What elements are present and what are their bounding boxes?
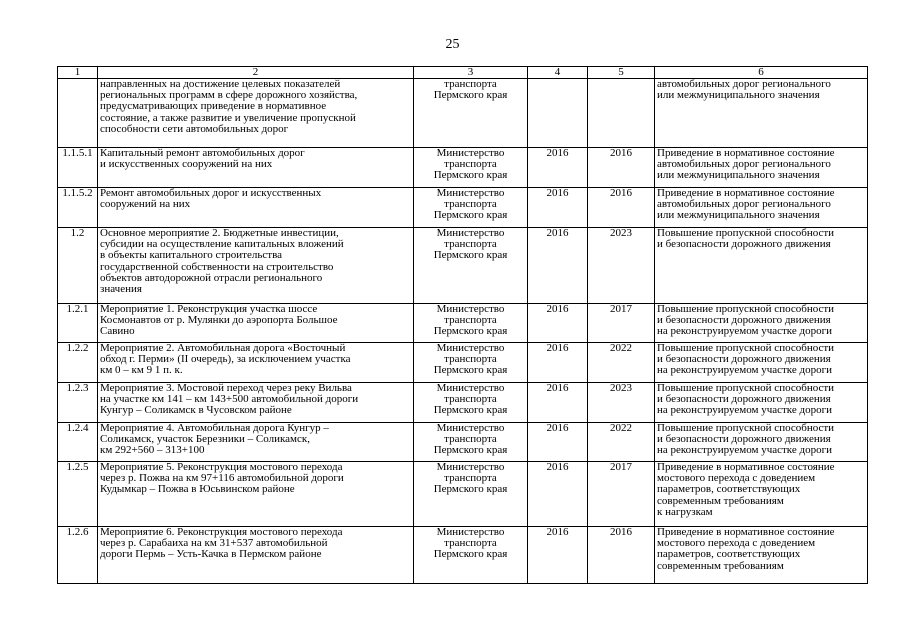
cell-executor <box>414 79 528 148</box>
cell-start-year <box>528 148 588 188</box>
end-year-text: 2022 <box>610 422 632 434</box>
executor-text: Министерство транспорта Пермского края <box>433 147 508 182</box>
expected-result-text: Приведение в нормативное состояние мостового перехода с доведением параметров, соответствующих современным требованиям к нагрузкам <box>657 461 835 518</box>
measure-description-text: Мероприятие 4. Автомобильная дорога Кунгур – Соликамск, участок Березники – Соликамск, км 292+560 – 313+100 <box>100 422 329 457</box>
table-row <box>58 423 868 462</box>
measure-description-text: Мероприятие 5. Реконструкция мостового перехода через р. Пожва на км 97+116 автомобильной дороги Кудымкар – Пожва в Юсьвинском районе <box>100 461 344 496</box>
cell-end-year <box>588 79 655 148</box>
start-year-text: 2016 <box>546 187 569 199</box>
cell-expected-result <box>655 148 868 188</box>
table-row <box>58 527 868 584</box>
row-number-text: 1.2.5 <box>66 461 89 473</box>
cell-row-number <box>58 462 98 527</box>
table-row <box>58 304 868 343</box>
cell-end-year <box>588 383 655 423</box>
table-header-row <box>58 67 868 79</box>
cell-end-year <box>588 304 655 343</box>
table-row <box>58 383 868 423</box>
expected-result-text: Приведение в нормативное состояние автомобильных дорог регионального или межмуниципального значения <box>657 147 835 182</box>
measure-description-text: Ремонт автомобильных дорог и искусственных сооружений на них <box>100 187 322 211</box>
table-row <box>58 228 868 304</box>
header-col-4: 4 <box>528 67 588 79</box>
cell-measure-description <box>98 343 414 383</box>
cell-start-year <box>528 383 588 423</box>
measure-description-text: Капитальный ремонт автомобильных дорог и искусственных сооружений на них <box>100 147 305 171</box>
end-year-text: 2016 <box>610 147 632 159</box>
cell-row-number <box>58 527 98 584</box>
end-year-text: 2017 <box>610 303 632 315</box>
executor-text: Министерство транспорта Пермского края <box>433 227 508 262</box>
row-number-text: 1.1.5.2 <box>62 187 93 199</box>
start-year-text: 2016 <box>546 147 569 159</box>
measure-description-text: направленных на достижение целевых показателей региональных программ в сфере дорожного хозяйства, предусматривающих приведение в нормативное состояние, а также развитие и увеличение пропускной способности сети автомобильных дорог <box>100 78 358 135</box>
executor-text: Министерство транспорта Пермского края <box>433 187 508 222</box>
cell-row-number <box>58 228 98 304</box>
header-col-6: 6 <box>655 67 868 79</box>
cell-start-year <box>528 527 588 584</box>
cell-row-number <box>58 343 98 383</box>
cell-executor <box>414 343 528 383</box>
header-col-5: 5 <box>588 67 655 79</box>
end-year-text: 2016 <box>610 187 632 199</box>
header-col-1: 1 <box>58 67 98 79</box>
cell-expected-result <box>655 79 868 148</box>
table-row <box>58 79 868 148</box>
end-year-text: 2016 <box>610 526 632 538</box>
cell-expected-result <box>655 527 868 584</box>
cell-executor <box>414 462 528 527</box>
executor-text: Министерство транспорта Пермского края <box>433 461 508 496</box>
executor-text: транспорта Пермского края <box>433 78 508 102</box>
cell-measure-description <box>98 228 414 304</box>
cell-start-year <box>528 304 588 343</box>
executor-text: Министерство транспорта Пермского края <box>433 526 508 561</box>
executor-text: Министерство транспорта Пермского края <box>433 303 508 338</box>
cell-expected-result <box>655 228 868 304</box>
header-col-3: 3 <box>414 67 528 79</box>
expected-result-text: Приведение в нормативное состояние автомобильных дорог регионального или межмуниципального значения <box>657 187 835 222</box>
start-year-text: 2016 <box>546 422 569 434</box>
cell-executor <box>414 228 528 304</box>
start-year-text: 2016 <box>546 382 569 394</box>
end-year-text: 2023 <box>610 227 632 239</box>
cell-executor <box>414 148 528 188</box>
executor-text: Министерство транспорта Пермского края <box>433 422 508 457</box>
cell-executor <box>414 188 528 228</box>
cell-measure-description <box>98 527 414 584</box>
cell-expected-result <box>655 343 868 383</box>
row-number-text: 1.2 <box>70 227 85 239</box>
expected-result-text: Повышение пропускной способности и безопасности дорожного движения на реконструируемом участке дороги <box>657 342 835 377</box>
table-row <box>58 343 868 383</box>
end-year-text: 2023 <box>610 382 632 394</box>
row-number-text: 1.2.2 <box>66 342 89 354</box>
cell-expected-result <box>655 462 868 527</box>
cell-expected-result <box>655 304 868 343</box>
cell-row-number <box>58 188 98 228</box>
measures-table <box>57 66 868 584</box>
expected-result-text: Повышение пропускной способности и безопасности дорожного движения на реконструируемом участке дороги <box>657 422 835 457</box>
start-year-text: 2016 <box>546 342 569 354</box>
cell-end-year <box>588 188 655 228</box>
cell-start-year <box>528 79 588 148</box>
cell-measure-description <box>98 188 414 228</box>
table-row <box>58 462 868 527</box>
cell-end-year <box>588 148 655 188</box>
measure-description-text: Основное мероприятие 2. Бюджетные инвестиции, субсидии на осуществление капитальных вложений в объекты капитального строительства государственной собственности на строительство объектов автодорожной отрасли регионального значения <box>100 227 344 296</box>
cell-measure-description <box>98 304 414 343</box>
cell-end-year <box>588 228 655 304</box>
cell-start-year <box>528 228 588 304</box>
start-year-text: 2016 <box>546 461 569 473</box>
cell-expected-result <box>655 188 868 228</box>
cell-end-year <box>588 343 655 383</box>
row-number-text: 1.2.4 <box>66 422 89 434</box>
start-year-text: 2016 <box>546 526 569 538</box>
cell-expected-result <box>655 383 868 423</box>
cell-measure-description <box>98 423 414 462</box>
row-number-text: 1.2.6 <box>66 526 89 538</box>
expected-result-text: Повышение пропускной способности и безопасности дорожного движения на реконструируемом участке дороги <box>657 382 835 417</box>
cell-start-year <box>528 423 588 462</box>
executor-text: Министерство транспорта Пермского края <box>433 382 508 417</box>
cell-executor <box>414 304 528 343</box>
cell-measure-description <box>98 462 414 527</box>
page-number: 25 <box>445 37 460 52</box>
expected-result-text: Повышение пропускной способности и безопасности дорожного движения на реконструируемом участке дороги <box>657 303 835 338</box>
header-col-2: 2 <box>98 67 414 79</box>
cell-expected-result <box>655 423 868 462</box>
cell-end-year <box>588 423 655 462</box>
cell-row-number <box>58 304 98 343</box>
table-row <box>58 188 868 228</box>
cell-executor <box>414 527 528 584</box>
row-number-text: 1.2.1 <box>66 303 89 315</box>
table-row <box>58 148 868 188</box>
cell-measure-description <box>98 148 414 188</box>
measure-description-text: Мероприятие 6. Реконструкция мостового перехода через р. Сарабаиха на км 31+537 автомобильной дороги Пермь – Усть-Качка в Пермском районе <box>100 526 343 561</box>
cell-row-number <box>58 423 98 462</box>
start-year-text: 2016 <box>546 303 569 315</box>
cell-start-year <box>528 188 588 228</box>
cell-executor <box>414 423 528 462</box>
expected-result-text: автомобильных дорог регионального или межмуниципального значения <box>657 78 831 102</box>
end-year-text: 2017 <box>610 461 632 473</box>
cell-start-year <box>528 343 588 383</box>
cell-end-year <box>588 527 655 584</box>
cell-start-year <box>528 462 588 527</box>
row-number-text: 1.1.5.1 <box>62 147 93 159</box>
measure-description-text: Мероприятие 3. Мостовой переход через реку Вильва на участке км 141 – км 143+500 автомобильной дороги Кунгур – Соликамск в Чусовском районе <box>100 382 359 417</box>
cell-row-number <box>58 383 98 423</box>
cell-row-number <box>58 79 98 148</box>
expected-result-text: Повышение пропускной способности и безопасности дорожного движения <box>657 227 835 251</box>
measure-description-text: Мероприятие 1. Реконструкция участка шоссе Космонавтов от р. Мулянки до аэропорта Большое Савино <box>100 303 338 338</box>
cell-row-number <box>58 148 98 188</box>
cell-end-year <box>588 462 655 527</box>
end-year-text: 2022 <box>610 342 632 354</box>
executor-text: Министерство транспорта Пермского края <box>433 342 508 377</box>
cell-measure-description <box>98 383 414 423</box>
start-year-text: 2016 <box>546 227 569 239</box>
expected-result-text: Приведение в нормативное состояние мостового перехода с доведением параметров, соответствующих современным требованиям <box>657 526 835 572</box>
measure-description-text: Мероприятие 2. Автомобильная дорога «Восточный обход г. Перми» (II очередь), за исключением участка км 0 – км 9 1 п. к. <box>100 342 351 377</box>
cell-measure-description <box>98 79 414 148</box>
cell-executor <box>414 383 528 423</box>
row-number-text: 1.2.3 <box>66 382 89 394</box>
